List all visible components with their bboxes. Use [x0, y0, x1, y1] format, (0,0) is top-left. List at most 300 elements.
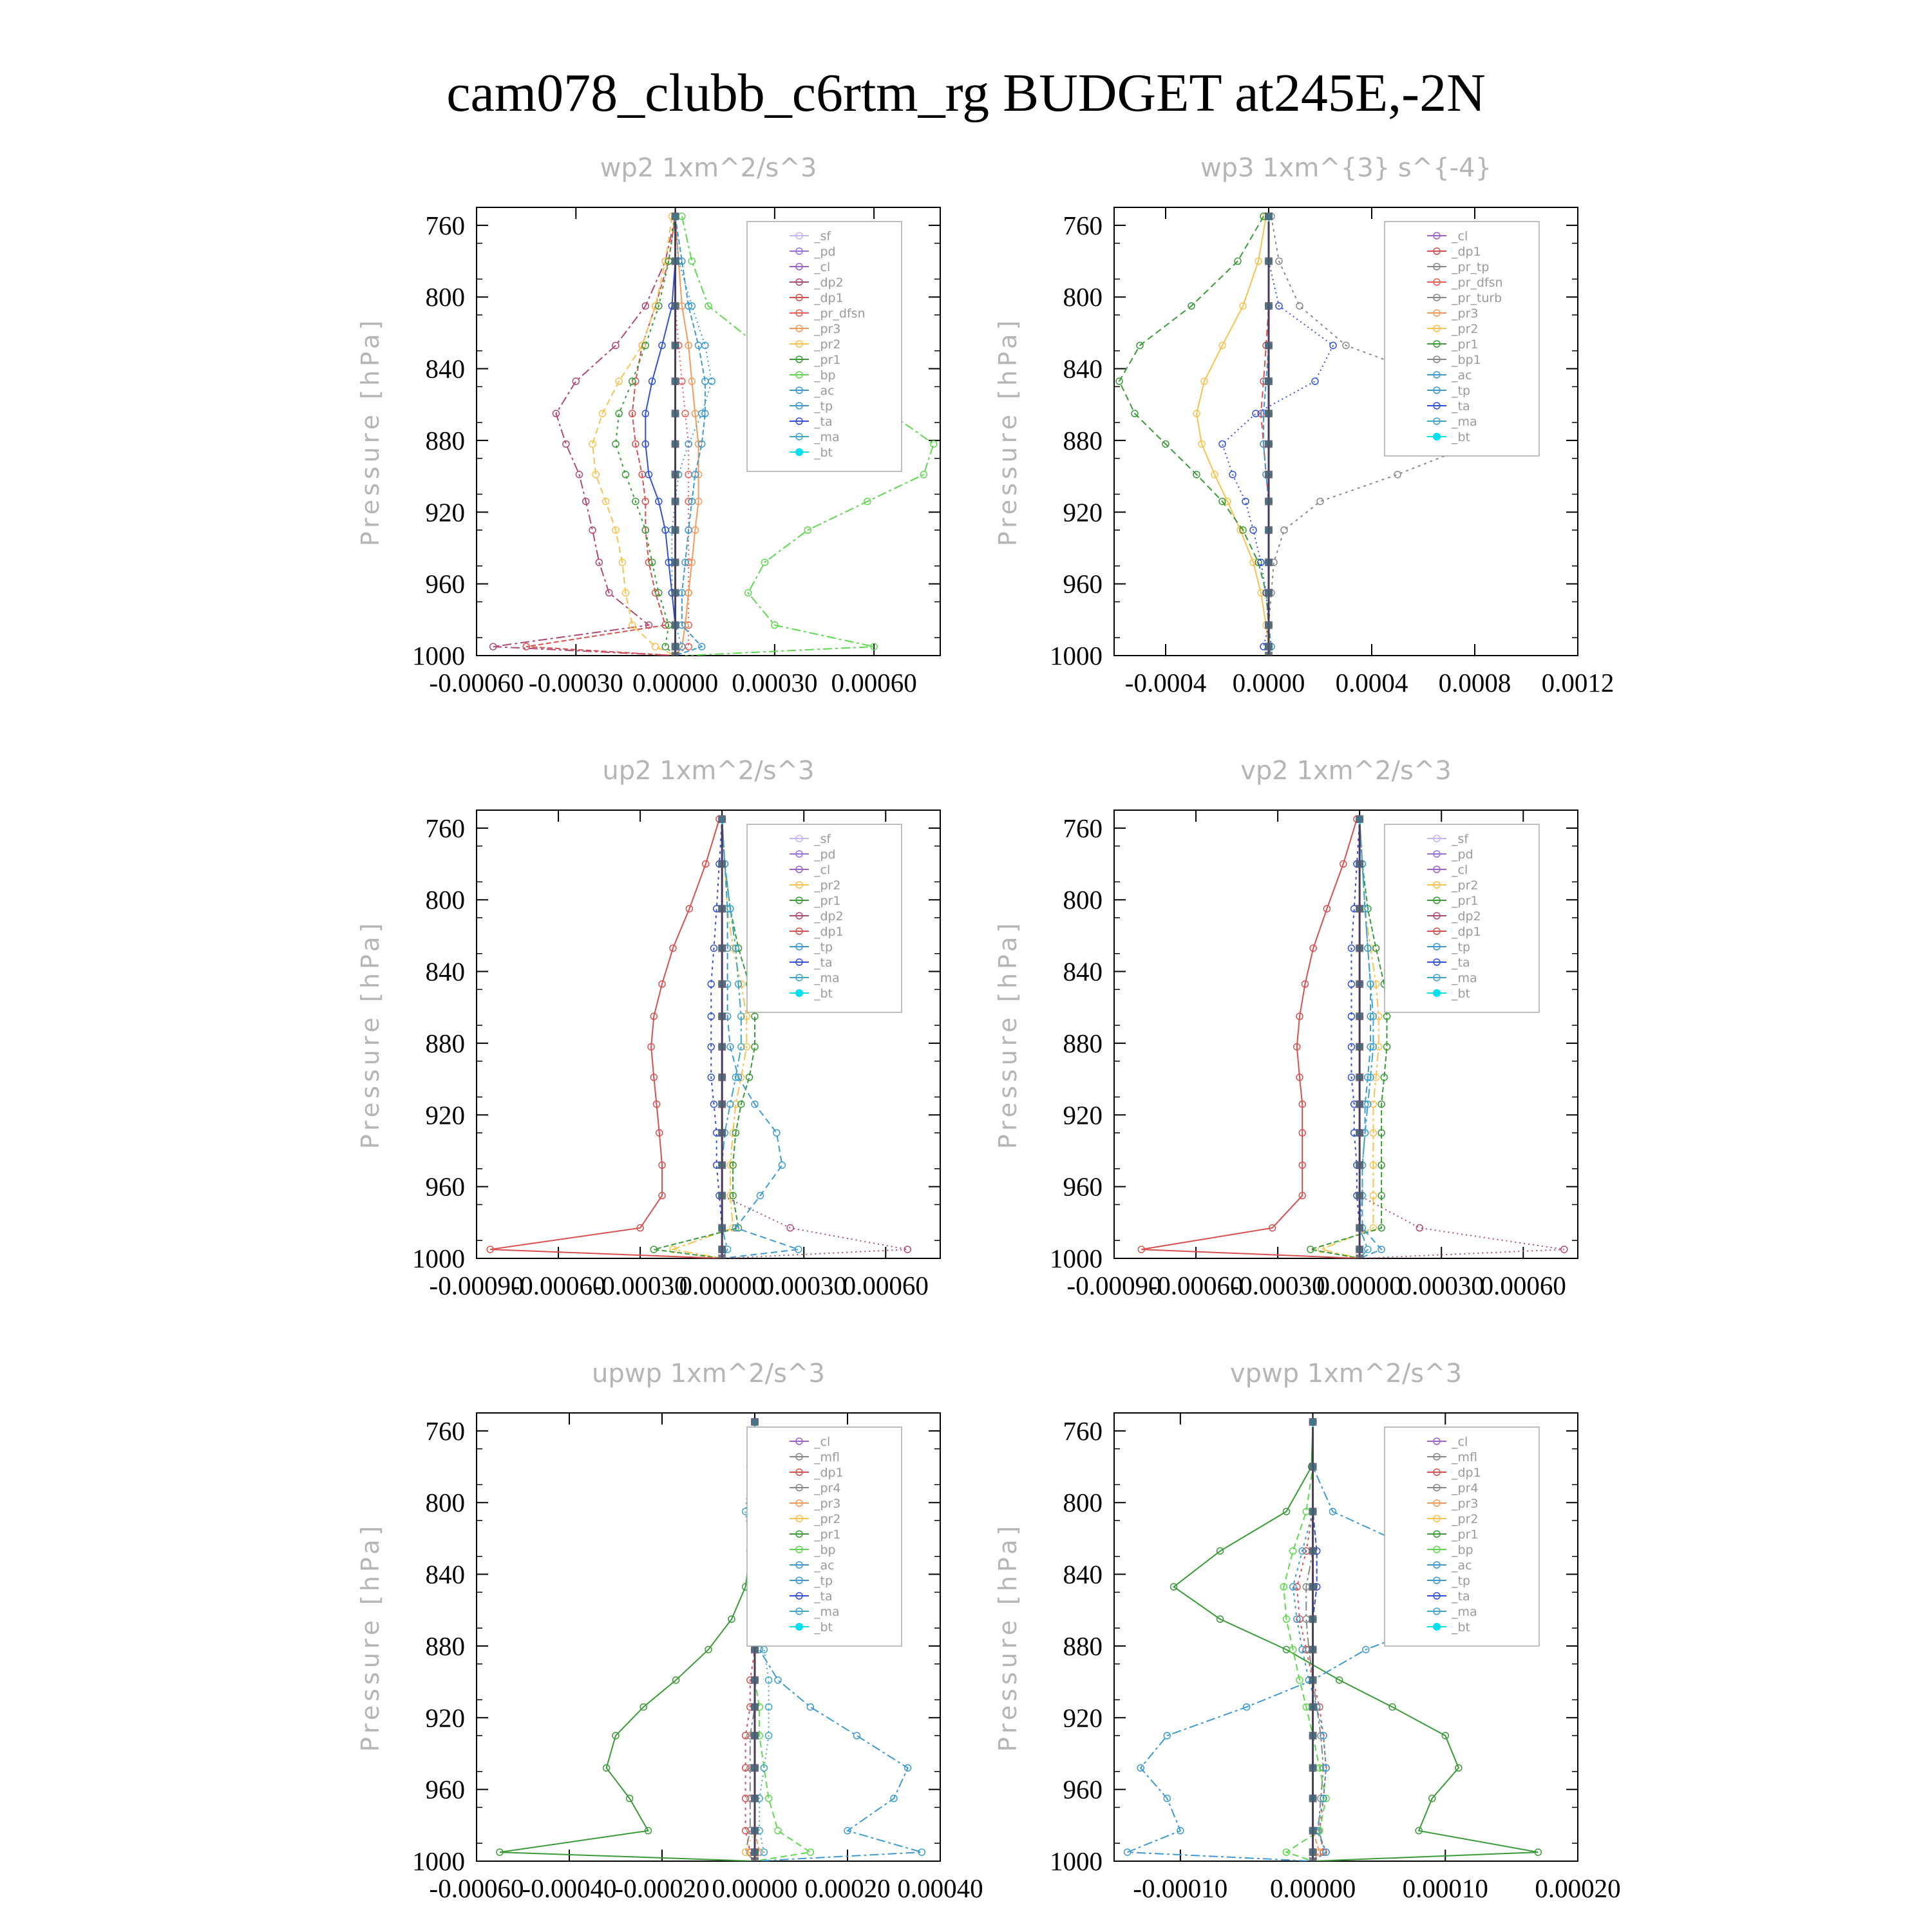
data-point	[773, 1130, 780, 1136]
data-point	[718, 1224, 726, 1232]
x-tick-label: -0.00030	[592, 1271, 688, 1300]
y-tick-label: 760	[425, 813, 465, 843]
data-point	[682, 410, 688, 417]
y-tick-label: 920	[425, 1703, 465, 1733]
y-axis-label: Pressure [hPa]	[994, 919, 1022, 1150]
y-tick-label: 880	[425, 425, 465, 455]
data-point	[1309, 1676, 1317, 1684]
y-tick-label: 920	[1063, 497, 1103, 527]
legend-marker	[1433, 433, 1441, 440]
legend-label: _pr_dfsn	[814, 307, 866, 321]
legend-label: _ac	[814, 1558, 835, 1573]
panel-1	[356, 153, 940, 697]
data-point	[1265, 498, 1273, 506]
data-point	[751, 1703, 759, 1711]
y-tick-label: 1000	[1050, 641, 1103, 670]
x-tick-label: 0.0008	[1438, 668, 1511, 697]
y-tick-label: 960	[1063, 569, 1103, 599]
legend-label: _pr2	[814, 1512, 841, 1526]
legend	[747, 1427, 902, 1646]
legend-label: _pr1	[814, 894, 841, 908]
x-tick-label: -0.00090	[429, 1271, 524, 1300]
legend-label: _bt	[814, 446, 833, 460]
legend-label: _cl	[814, 863, 831, 877]
data-point	[672, 558, 679, 566]
legend-label: _mfl	[814, 1450, 840, 1464]
legend-label: _pr2	[1452, 878, 1479, 893]
legend-label: _pr1	[1452, 337, 1479, 352]
series-line-pr1	[1311, 819, 1387, 1258]
data-point	[573, 378, 579, 384]
data-point	[1317, 498, 1323, 505]
legend-label: _cl	[1452, 229, 1468, 243]
x-tick-label: 0.0000	[1232, 668, 1305, 697]
data-point	[672, 498, 679, 506]
legend-label: _pr3	[814, 322, 841, 336]
data-point	[1312, 378, 1318, 384]
y-axis-label: Pressure [hPa]	[356, 919, 384, 1150]
panel-title: vp2 1xm^2/s^3	[1240, 756, 1452, 786]
y-tick-label: 840	[425, 1559, 465, 1589]
data-point	[751, 1857, 759, 1865]
y-tick-label: 840	[1063, 1559, 1103, 1589]
data-point	[751, 1645, 759, 1653]
series-line-pr1	[500, 1422, 755, 1861]
data-point	[751, 1795, 759, 1803]
panel-3	[356, 756, 940, 1300]
data-point	[751, 1764, 759, 1772]
legend-label: _tp	[1452, 1574, 1471, 1588]
y-tick-label: 880	[1063, 425, 1103, 455]
legend-label: _pd	[814, 245, 836, 259]
y-tick-label: 840	[1063, 354, 1103, 384]
y-tick-label: 800	[425, 282, 465, 312]
legend-marker	[1433, 989, 1441, 997]
panel-title: wp3 1xm^{3} s^{-4}	[1200, 153, 1492, 183]
x-tick-label: 0.00000	[712, 1873, 798, 1903]
data-point	[1309, 1764, 1317, 1772]
data-point	[672, 302, 679, 310]
figure-title: cam078_clubb_c6rtm_rg BUDGET at245E,-2N	[446, 63, 1486, 123]
series-line-pr1	[1119, 216, 1269, 656]
data-point	[751, 1848, 759, 1856]
y-axis-label: Pressure [hPa]	[356, 316, 384, 547]
data-point	[1309, 1827, 1317, 1835]
data-point	[718, 1129, 726, 1137]
data-point	[1356, 1043, 1363, 1050]
y-tick-label: 960	[425, 1774, 465, 1804]
data-point	[779, 1162, 785, 1168]
data-point	[672, 526, 679, 534]
x-tick-label: -0.00060	[429, 668, 524, 697]
x-tick-label: -0.00060	[1148, 1271, 1244, 1300]
x-tick-label: -0.00060	[429, 1873, 524, 1903]
y-tick-label: 920	[1063, 1100, 1103, 1130]
x-tick-label: -0.00060	[511, 1271, 606, 1300]
legend-label: _ta	[814, 956, 833, 970]
data-point	[1265, 621, 1273, 629]
data-point	[718, 1074, 726, 1081]
x-tick-label: 0.0004	[1335, 668, 1408, 697]
legend-label: _mfl	[1452, 1450, 1477, 1464]
data-point	[1356, 815, 1363, 823]
data-point	[672, 589, 679, 597]
data-point	[1356, 1245, 1363, 1253]
y-tick-label: 800	[1063, 1488, 1103, 1518]
data-point	[672, 258, 679, 265]
legend-label: _ta	[1452, 956, 1470, 970]
legend-label: _ac	[814, 384, 835, 398]
data-point	[1281, 527, 1287, 533]
x-tick-label: 0.00000	[632, 668, 719, 697]
x-tick-label: 0.00060	[842, 1271, 929, 1300]
data-point	[718, 1255, 726, 1262]
x-tick-label: -0.00030	[528, 668, 623, 697]
legend-label: _ma	[1452, 971, 1477, 985]
legend-label: _bp1	[1452, 353, 1481, 367]
legend-label: _sf	[1452, 832, 1469, 846]
data-point	[718, 860, 726, 868]
legend-marker	[795, 448, 803, 456]
y-tick-label: 800	[425, 1488, 465, 1518]
data-point	[718, 1012, 726, 1020]
data-point	[1309, 1418, 1317, 1426]
y-tick-label: 1000	[412, 1244, 465, 1273]
legend-marker	[795, 989, 803, 997]
x-tick-label: 0.00030	[732, 668, 818, 697]
y-tick-label: 1000	[412, 641, 465, 670]
legend-label: _cl	[814, 1435, 831, 1449]
y-tick-label: 920	[425, 497, 465, 527]
legend-label: _tp	[1452, 384, 1471, 398]
data-point	[672, 213, 679, 220]
data-point	[589, 440, 596, 447]
legend-label: _pr3	[1452, 307, 1479, 321]
data-point	[1265, 440, 1273, 448]
data-point	[751, 1732, 759, 1739]
data-point	[751, 1418, 759, 1426]
y-axis-label: Pressure [hPa]	[994, 1522, 1022, 1752]
data-point	[1309, 1463, 1317, 1471]
x-tick-label: 0.00060	[1480, 1271, 1566, 1300]
data-point	[1330, 342, 1336, 348]
legend-label: _bt	[814, 987, 833, 1001]
y-tick-label: 840	[1063, 956, 1103, 987]
legend-label: _ma	[814, 971, 840, 985]
legend-label: _pd	[1452, 848, 1473, 862]
y-tick-label: 1000	[412, 1846, 465, 1876]
x-tick-label: -0.00030	[1230, 1271, 1325, 1300]
data-point	[672, 377, 679, 385]
series-line-dp2	[493, 216, 676, 656]
y-tick-label: 760	[1063, 1416, 1103, 1446]
data-point	[1265, 526, 1273, 534]
series-line-pr1	[654, 819, 755, 1258]
series-line-dp1	[1141, 819, 1359, 1258]
y-tick-label: 800	[1063, 885, 1103, 915]
y-tick-label: 960	[1063, 1774, 1103, 1804]
legend-label: _pr1	[814, 1528, 841, 1542]
legend-label: _pr2	[814, 337, 841, 352]
data-point	[1356, 1074, 1363, 1081]
legend-label: _ta	[814, 415, 833, 429]
legend-label: _pr_turb	[1452, 291, 1502, 305]
data-point	[672, 643, 679, 650]
y-tick-label: 1000	[1050, 1846, 1103, 1876]
data-point	[1265, 643, 1273, 650]
data-point	[672, 440, 679, 448]
legend-label: _dp1	[1452, 245, 1481, 259]
data-point	[1309, 1508, 1317, 1515]
legend-label: _ta	[814, 1589, 833, 1604]
legend-label: _pr_dfsn	[1452, 276, 1503, 290]
data-point	[1265, 302, 1273, 310]
legend-label: _pr3	[1452, 1497, 1479, 1511]
legend-label: _dp1	[814, 1466, 844, 1480]
data-point	[775, 1677, 781, 1683]
data-point	[1356, 1192, 1363, 1200]
data-point	[718, 980, 726, 988]
x-tick-label: 0.00030	[761, 1271, 847, 1300]
data-point	[622, 471, 629, 478]
y-tick-label: 760	[425, 210, 465, 240]
legend-label: _bt	[1452, 430, 1471, 444]
data-point	[1356, 1255, 1363, 1262]
data-point	[1309, 1645, 1317, 1653]
x-tick-label: 0.00010	[1402, 1873, 1488, 1903]
legend-label: _ma	[1452, 415, 1477, 429]
y-tick-label: 760	[1063, 210, 1103, 240]
legend-label: _dp1	[1452, 1466, 1481, 1480]
data-point	[1265, 410, 1273, 417]
y-tick-label: 880	[425, 1028, 465, 1058]
data-point	[1356, 1224, 1363, 1232]
data-point	[807, 1704, 813, 1710]
data-point	[1309, 1547, 1317, 1555]
x-tick-label: 0.00000	[1269, 1873, 1356, 1903]
data-point	[718, 905, 726, 913]
y-axis-label: Pressure [hPa]	[994, 316, 1022, 547]
y-tick-label: 800	[425, 885, 465, 915]
panel-title: up2 1xm^2/s^3	[602, 756, 815, 786]
legend-label: _sf	[814, 832, 831, 846]
y-tick-label: 1000	[1050, 1244, 1103, 1273]
data-point	[563, 440, 569, 447]
series-line-dp1	[526, 216, 676, 656]
data-point	[718, 1192, 726, 1200]
panel-5	[356, 1359, 983, 1903]
data-point	[685, 471, 692, 478]
legend-label: _bp	[814, 368, 836, 383]
legend-label: _bt	[1452, 987, 1471, 1001]
legend-label: _bt	[814, 1620, 833, 1634]
data-point	[1309, 1795, 1317, 1803]
legend-marker	[1433, 1623, 1441, 1631]
y-tick-label: 960	[425, 569, 465, 599]
data-point	[1309, 1583, 1317, 1591]
x-tick-label: -0.00040	[522, 1873, 617, 1903]
legend-label: _ta	[1452, 399, 1470, 413]
legend-label: _pr_tp	[1452, 260, 1490, 274]
data-point	[1309, 1848, 1317, 1856]
series-line-ta	[1222, 216, 1333, 656]
y-tick-label: 960	[425, 1171, 465, 1202]
series-line-pr2	[673, 819, 746, 1258]
legend-marker	[795, 1623, 803, 1631]
legend-label: _pr4	[814, 1481, 841, 1495]
legend-label: _ac	[1452, 368, 1472, 383]
legend	[747, 824, 902, 1012]
data-point	[1265, 213, 1273, 220]
legend-label: _bt	[1452, 1620, 1471, 1634]
legend-label: _dp1	[1452, 925, 1481, 939]
data-point	[652, 643, 659, 650]
data-point	[718, 1043, 726, 1050]
data-point	[1356, 905, 1363, 913]
y-tick-label: 840	[425, 354, 465, 384]
x-tick-label: -0.00090	[1066, 1271, 1162, 1300]
panel-title: upwp 1xm^2/s^3	[592, 1359, 825, 1388]
series-line-pr2	[1197, 216, 1269, 656]
data-point	[1356, 944, 1363, 952]
x-tick-label: -0.0004	[1124, 668, 1207, 697]
legend-label: _sf	[814, 229, 831, 243]
legend-label: _pr1	[814, 353, 841, 367]
y-tick-label: 800	[1063, 282, 1103, 312]
legend-label: _bp	[1452, 1543, 1473, 1557]
data-point	[672, 410, 679, 417]
data-point	[672, 341, 679, 349]
data-point	[751, 1827, 759, 1835]
data-point	[1309, 1732, 1317, 1739]
legend-label: _cl	[1452, 863, 1468, 877]
data-point	[1296, 303, 1303, 309]
data-point	[1265, 471, 1273, 478]
y-tick-label: 880	[1063, 1028, 1103, 1058]
legend-label: _ma	[814, 1605, 840, 1619]
data-point	[1309, 1615, 1317, 1623]
data-point	[1356, 1012, 1363, 1020]
panel-title: vpwp 1xm^2/s^3	[1229, 1359, 1463, 1388]
legend-label: _ta	[1452, 1589, 1470, 1604]
y-tick-label: 760	[425, 1416, 465, 1446]
data-point	[853, 1732, 860, 1739]
legend-label: _pr2	[1452, 322, 1479, 336]
x-tick-label: 0.00000	[679, 1271, 765, 1300]
y-axis-label: Pressure [hPa]	[356, 1522, 384, 1752]
data-point	[751, 1676, 759, 1684]
x-tick-label: 0.00030	[1398, 1271, 1484, 1300]
legend-label: _pr2	[814, 878, 841, 893]
data-point	[775, 1828, 781, 1834]
data-point	[672, 621, 679, 629]
x-tick-label: 0.00020	[804, 1873, 891, 1903]
x-tick-label: 0.00040	[897, 1873, 983, 1903]
legend	[1385, 824, 1539, 1012]
y-tick-label: 840	[425, 956, 465, 987]
data-point	[1356, 1129, 1363, 1137]
legend-label: _dp2	[814, 909, 844, 923]
data-point	[761, 1646, 767, 1653]
data-point	[1265, 258, 1273, 265]
data-point	[1265, 558, 1273, 566]
legend-label: _pr4	[1452, 1481, 1479, 1495]
data-point	[807, 1849, 813, 1855]
data-point	[1265, 589, 1273, 597]
data-point	[1309, 1857, 1317, 1865]
legend-label: _pr3	[814, 1497, 841, 1511]
legend-label: _dp1	[814, 925, 844, 939]
x-tick-label: 0.0012	[1541, 668, 1615, 697]
data-point	[1265, 341, 1273, 349]
x-tick-label: 0.00020	[1535, 1873, 1621, 1903]
x-tick-label: 0.00060	[831, 668, 917, 697]
legend	[1385, 1427, 1539, 1646]
data-point	[1265, 377, 1273, 385]
panel-6	[994, 1359, 1621, 1903]
legend-label: _tp	[814, 940, 833, 954]
y-tick-label: 880	[1063, 1631, 1103, 1661]
data-point	[1356, 980, 1363, 988]
data-point	[1356, 1161, 1363, 1169]
panel-4	[994, 756, 1578, 1300]
data-point	[1356, 1101, 1363, 1108]
legend	[1385, 222, 1539, 456]
legend-label: _dp2	[814, 276, 844, 290]
data-point	[1219, 440, 1226, 447]
data-point	[931, 440, 937, 447]
data-point	[718, 1245, 726, 1253]
legend-label: _pr1	[1452, 894, 1479, 908]
data-point	[718, 1101, 726, 1108]
legend-label: _tp	[1452, 940, 1471, 954]
legend-label: _ac	[1452, 1558, 1472, 1573]
data-point	[1356, 860, 1363, 868]
panel-title: wp2 1xm^2/s^3	[600, 153, 817, 183]
legend-label: _bp	[814, 1543, 836, 1557]
legend-label: _ma	[814, 430, 840, 444]
legend	[747, 222, 902, 471]
legend-label: _cl	[1452, 1435, 1468, 1449]
legend-label: _pr1	[1452, 1528, 1479, 1542]
legend-label: _pd	[814, 848, 836, 862]
legend-label: _pr2	[1452, 1512, 1479, 1526]
data-point	[1265, 652, 1273, 659]
series-line-dp1	[490, 819, 722, 1258]
data-point	[1309, 1703, 1317, 1711]
legend-label: _dp2	[1452, 909, 1481, 923]
x-tick-label: -0.00020	[614, 1873, 710, 1903]
legend-label: _dp1	[814, 291, 844, 305]
y-tick-label: 880	[425, 1631, 465, 1661]
y-tick-label: 760	[1063, 813, 1103, 843]
y-tick-label: 920	[1063, 1703, 1103, 1733]
y-tick-label: 960	[1063, 1171, 1103, 1202]
panel-2	[994, 153, 1614, 697]
legend-label: _cl	[814, 260, 831, 274]
data-point	[718, 944, 726, 952]
x-tick-label: 0.00000	[1316, 1271, 1403, 1300]
legend-label: _tp	[814, 1574, 833, 1588]
legend-label: _ma	[1452, 1605, 1477, 1619]
data-point	[1290, 1548, 1296, 1554]
legend-label: _tp	[814, 399, 833, 413]
data-point	[718, 815, 726, 823]
data-point	[672, 471, 679, 478]
series-line-pr2	[592, 216, 676, 656]
y-tick-label: 920	[425, 1100, 465, 1130]
x-tick-label: -0.00010	[1133, 1873, 1228, 1903]
